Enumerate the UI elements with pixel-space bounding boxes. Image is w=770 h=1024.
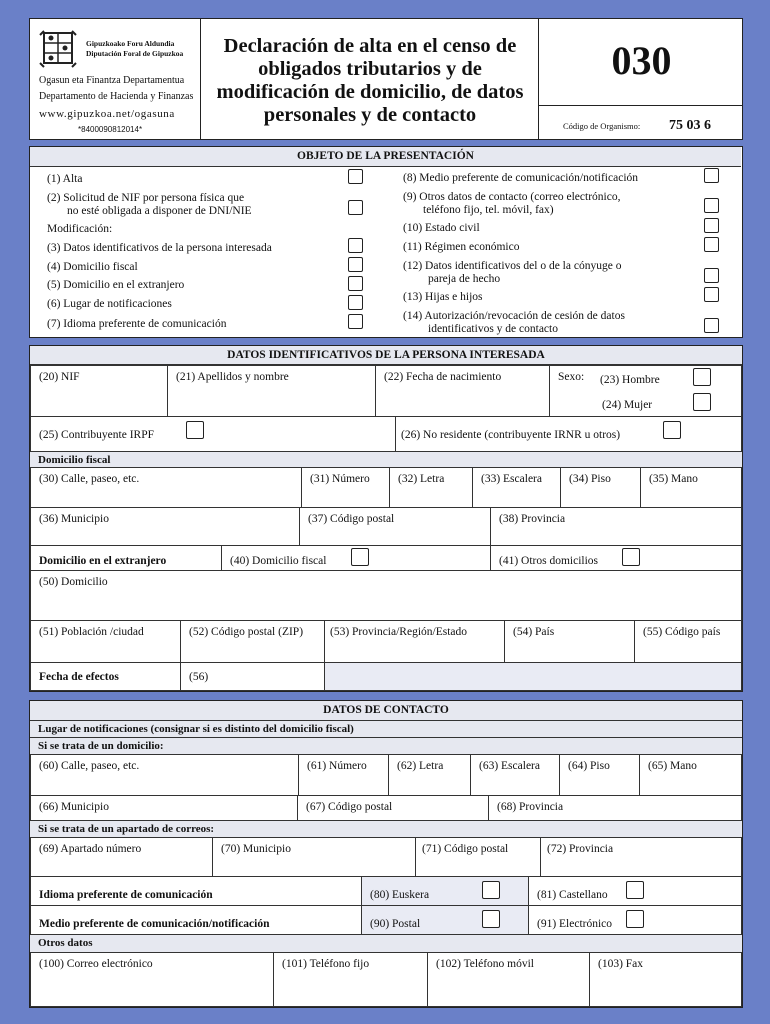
- label-apartado-cp: (71) Código postal: [422, 843, 509, 855]
- field-contacto-provincia[interactable]: [488, 795, 742, 821]
- field-codigo-postal[interactable]: [299, 507, 491, 546]
- opt-nif-line1: (2) Solicitud de NIF por persona física que: [47, 192, 245, 204]
- opt-conyuge-line2: pareja de hecho: [428, 273, 501, 285]
- label-mano: (35) Mano: [649, 473, 698, 485]
- checkbox-lugar-notificaciones[interactable]: [348, 295, 363, 310]
- lugar-notificaciones-label: Lugar de notificaciones (consignar si es distinto del domicilio fiscal): [30, 720, 742, 738]
- euskera-group: [361, 876, 529, 906]
- label-escalera: (33) Escalera: [481, 473, 542, 485]
- logo-line-2: Diputación Foral de Gipuzkoa: [86, 49, 184, 58]
- checkbox-nif[interactable]: [348, 200, 363, 215]
- field-apartado[interactable]: [30, 837, 213, 877]
- label-numero: (31) Número: [310, 473, 370, 485]
- domicilio-extranjero-label-cell: [30, 545, 222, 571]
- coat-of-arms-icon: [38, 29, 78, 69]
- otros-domicilios-group: [490, 545, 742, 571]
- checkbox-mujer[interactable]: [693, 393, 711, 411]
- barcode-text: *8400090812014*: [78, 125, 143, 134]
- label-nif: (20) NIF: [39, 371, 80, 383]
- otros-datos-label: Otros datos: [30, 934, 742, 953]
- field-telefono-fijo[interactable]: [273, 952, 428, 1007]
- model-number: 030: [611, 38, 672, 83]
- label-codigo-postal: (37) Código postal: [308, 513, 395, 525]
- field-fax[interactable]: [589, 952, 742, 1007]
- checkbox-otros-datos[interactable]: [704, 198, 719, 213]
- idioma-label: Idioma preferente de comunicación: [39, 889, 213, 901]
- field-nif[interactable]: [30, 365, 168, 417]
- field-contacto-calle[interactable]: [30, 754, 299, 796]
- logo-line-1: Gipuzkoako Foru Aldundia: [86, 39, 175, 48]
- checkbox-postal[interactable]: [482, 910, 500, 928]
- medio-label: Medio preferente de comunicación/notificación: [39, 918, 270, 930]
- opt-autorizacion-line1: (14) Autorización/revocación de cesión de datos: [403, 310, 625, 322]
- label-contacto-municipio: (66) Municipio: [39, 801, 109, 813]
- domicilio-extranjero-label: Domicilio en el extranjero: [39, 555, 167, 567]
- label-irpf: (25) Contribuyente IRPF: [39, 429, 154, 441]
- field-contacto-escalera[interactable]: [470, 754, 560, 796]
- field-domicilio-50[interactable]: [30, 570, 742, 621]
- dept-basque: Ogasun eta Finantza Departamentua: [39, 75, 185, 86]
- field-numero[interactable]: [301, 467, 390, 508]
- checkbox-regimen[interactable]: [704, 237, 719, 252]
- field-contacto-municipio[interactable]: [30, 795, 298, 821]
- opt-regimen: (11) Régimen económico: [403, 241, 520, 253]
- opt-domicilio-extranjero: (5) Domicilio en el extranjero: [47, 279, 185, 291]
- label-pais: (54) País: [513, 626, 555, 638]
- label-region: (53) Provincia/Región/Estado: [330, 626, 468, 638]
- label-sexo: Sexo:: [558, 371, 585, 383]
- field-pais[interactable]: [504, 620, 635, 663]
- field-codigo-pais[interactable]: [634, 620, 742, 663]
- field-calle[interactable]: [30, 467, 302, 508]
- section-title-datos-contacto: DATOS DE CONTACTO: [30, 701, 742, 721]
- field-mano[interactable]: [640, 467, 742, 508]
- org-code: 75 03 6: [669, 118, 711, 133]
- checkbox-domicilio-fiscal[interactable]: [348, 257, 363, 272]
- checkbox-estado-civil[interactable]: [704, 218, 719, 233]
- label-poblacion: (51) Población /ciudad: [39, 626, 144, 638]
- field-contacto-letra[interactable]: [388, 754, 471, 796]
- opt-nif-line2: no esté obligada a disponer de DNI/NIE: [67, 205, 252, 217]
- postal-group: [361, 905, 529, 935]
- model-panel: [538, 18, 743, 140]
- field-letra[interactable]: [389, 467, 473, 508]
- field-apartado-provincia[interactable]: [540, 837, 742, 877]
- dept-spanish: Departamento de Hacienda y Finanzas: [39, 91, 194, 102]
- section-title-datos-identificativos: DATOS IDENTIFICATIVOS DE LA PERSONA INTERESADA: [30, 346, 742, 365]
- label-castellano: (81) Castellano: [537, 889, 608, 901]
- label-correo: (100) Correo electrónico: [39, 958, 153, 970]
- checkbox-alta[interactable]: [348, 169, 363, 184]
- field-provincia[interactable]: [490, 507, 742, 546]
- label-electronico: (91) Electrónico: [537, 918, 613, 930]
- label-apartado-municipio: (70) Municipio: [221, 843, 291, 855]
- checkbox-datos-identificativos[interactable]: [348, 238, 363, 253]
- label-otros-domicilios: (41) Otros domicilios: [499, 555, 599, 567]
- label-zip: (52) Código postal (ZIP): [189, 626, 304, 638]
- label-hombre: (23) Hombre: [600, 374, 660, 386]
- field-fecha-efectos[interactable]: [180, 662, 325, 691]
- label-domicilio-fiscal-40: (40) Domicilio fiscal: [230, 555, 327, 567]
- label-letra: (32) Letra: [398, 473, 445, 485]
- field-contacto-mano[interactable]: [639, 754, 742, 796]
- checkbox-no-residente[interactable]: [663, 421, 681, 439]
- label-telefono-fijo: (101) Teléfono fijo: [282, 958, 370, 970]
- label-no-residente: (26) No residente (contribuyente IRNR u otros): [401, 429, 621, 441]
- field-region[interactable]: [324, 620, 505, 663]
- checkbox-irpf[interactable]: [186, 421, 204, 439]
- label-codigo-pais: (55) Código país: [643, 626, 721, 638]
- field-apartado-cp[interactable]: [415, 837, 541, 877]
- label-domicilio-50: (50) Domicilio: [39, 576, 108, 588]
- irpf-group: [30, 416, 396, 452]
- fecha-efectos-filler: [324, 662, 742, 691]
- opt-idioma: (7) Idioma preferente de comunicación: [47, 318, 227, 330]
- opt-autorizacion-line2: identificativos y de contacto: [428, 323, 558, 335]
- title-panel: [200, 18, 540, 140]
- label-contacto-piso: (64) Piso: [568, 760, 610, 772]
- label-postal: (90) Postal: [370, 918, 421, 930]
- label-contacto-numero: (61) Número: [307, 760, 367, 772]
- label-apellidos: (21) Apellidos y nombre: [176, 371, 289, 383]
- label-fecha-efectos-56: (56): [189, 671, 209, 683]
- website-url: www.gipuzkoa.net/ogasuna: [39, 108, 175, 120]
- label-euskera: (80) Euskera: [370, 889, 430, 901]
- opt-medio: (8) Medio preferente de comunicación/notificación: [403, 172, 639, 184]
- label-apartado-provincia: (72) Provincia: [547, 843, 614, 855]
- label-contacto-escalera: (63) Escalera: [479, 760, 540, 772]
- field-contacto-piso[interactable]: [559, 754, 640, 796]
- checkbox-otros-domicilios[interactable]: [622, 548, 640, 566]
- field-escalera[interactable]: [472, 467, 561, 508]
- field-apellidos[interactable]: [167, 365, 376, 417]
- field-telefono-movil[interactable]: [427, 952, 590, 1007]
- checkbox-autorizacion[interactable]: [704, 318, 719, 333]
- label-fax: (103) Fax: [598, 958, 644, 970]
- label-contacto-cp: (67) Código postal: [306, 801, 393, 813]
- opt-alta: (1) Alta: [47, 173, 83, 185]
- checkbox-idioma[interactable]: [348, 314, 363, 329]
- opt-conyuge-line1: (12) Datos identificativos del o de la cónyuge o: [403, 260, 622, 272]
- medio-label-cell: [30, 905, 362, 935]
- opt-lugar-notificaciones: (6) Lugar de notificaciones: [47, 298, 172, 310]
- checkbox-castellano[interactable]: [626, 881, 644, 899]
- field-poblacion[interactable]: [30, 620, 181, 663]
- fecha-efectos-label: Fecha de efectos: [39, 671, 119, 683]
- opt-otros-datos-line1: (9) Otros datos de contacto (correo electrónico,: [403, 191, 621, 203]
- label-apartado: (69) Apartado número: [39, 843, 142, 855]
- checkbox-electronico[interactable]: [626, 910, 644, 928]
- idioma-label-cell: [30, 876, 362, 906]
- header-logo-panel: [29, 18, 202, 140]
- no-residente-group: [395, 416, 742, 452]
- field-municipio[interactable]: [30, 507, 300, 546]
- field-zip[interactable]: [180, 620, 325, 663]
- label-piso: (34) Piso: [569, 473, 611, 485]
- field-fecha-nacimiento[interactable]: [375, 365, 550, 417]
- opt-domicilio-fiscal: (4) Domicilio fiscal: [47, 261, 138, 273]
- label-calle: (30) Calle, paseo, etc.: [39, 473, 140, 485]
- field-apartado-municipio[interactable]: [212, 837, 416, 877]
- opt-hijos: (13) Hijas e hijos: [403, 291, 483, 303]
- label-mujer: (24) Mujer: [602, 399, 653, 411]
- modificacion-label: Modificación:: [47, 223, 113, 235]
- label-contacto-provincia: (68) Provincia: [497, 801, 564, 813]
- field-contacto-cp[interactable]: [297, 795, 489, 821]
- org-code-label: Código de Organismo:: [563, 121, 641, 131]
- label-contacto-calle: (60) Calle, paseo, etc.: [39, 760, 140, 772]
- checkbox-hijos[interactable]: [704, 287, 719, 302]
- field-piso[interactable]: [560, 467, 641, 508]
- opt-otros-datos-line2: teléfono fijo, tel. móvil, fax): [423, 204, 554, 216]
- checkbox-euskera[interactable]: [482, 881, 500, 899]
- label-fecha-nacimiento: (22) Fecha de nacimiento: [384, 371, 502, 383]
- domicilio-fiscal-label: Domicilio fiscal: [30, 451, 742, 468]
- field-correo[interactable]: [30, 952, 274, 1007]
- opt-estado-civil: (10) Estado civil: [403, 222, 480, 234]
- label-municipio: (36) Municipio: [39, 513, 109, 525]
- label-contacto-mano: (65) Mano: [648, 760, 697, 772]
- fecha-efectos-label-cell: [30, 662, 181, 691]
- checkbox-domicilio-extranjero[interactable]: [348, 276, 363, 291]
- section-title-objeto: OBJETO DE LA PRESENTACIÓN: [30, 147, 741, 167]
- checkbox-conyuge[interactable]: [704, 268, 719, 283]
- label-provincia: (38) Provincia: [499, 513, 566, 525]
- checkbox-hombre[interactable]: [693, 368, 711, 386]
- si-domicilio-label: Si se trata de un domicilio:: [30, 737, 742, 755]
- field-contacto-numero[interactable]: [298, 754, 389, 796]
- checkbox-domicilio-fiscal-40[interactable]: [351, 548, 369, 566]
- label-contacto-letra: (62) Letra: [397, 760, 444, 772]
- si-apartado-label: Si se trata de un apartado de correos:: [30, 820, 742, 838]
- label-telefono-movil: (102) Teléfono móvil: [436, 958, 534, 970]
- form-title: Declaración de alta en el censo de obligados tributarios y de modificación de domicilio, de datos personales y de contacto: [216, 35, 524, 126]
- opt-datos-identificativos: (3) Datos identificativos de la persona interesada: [47, 242, 272, 254]
- checkbox-medio[interactable]: [704, 168, 719, 183]
